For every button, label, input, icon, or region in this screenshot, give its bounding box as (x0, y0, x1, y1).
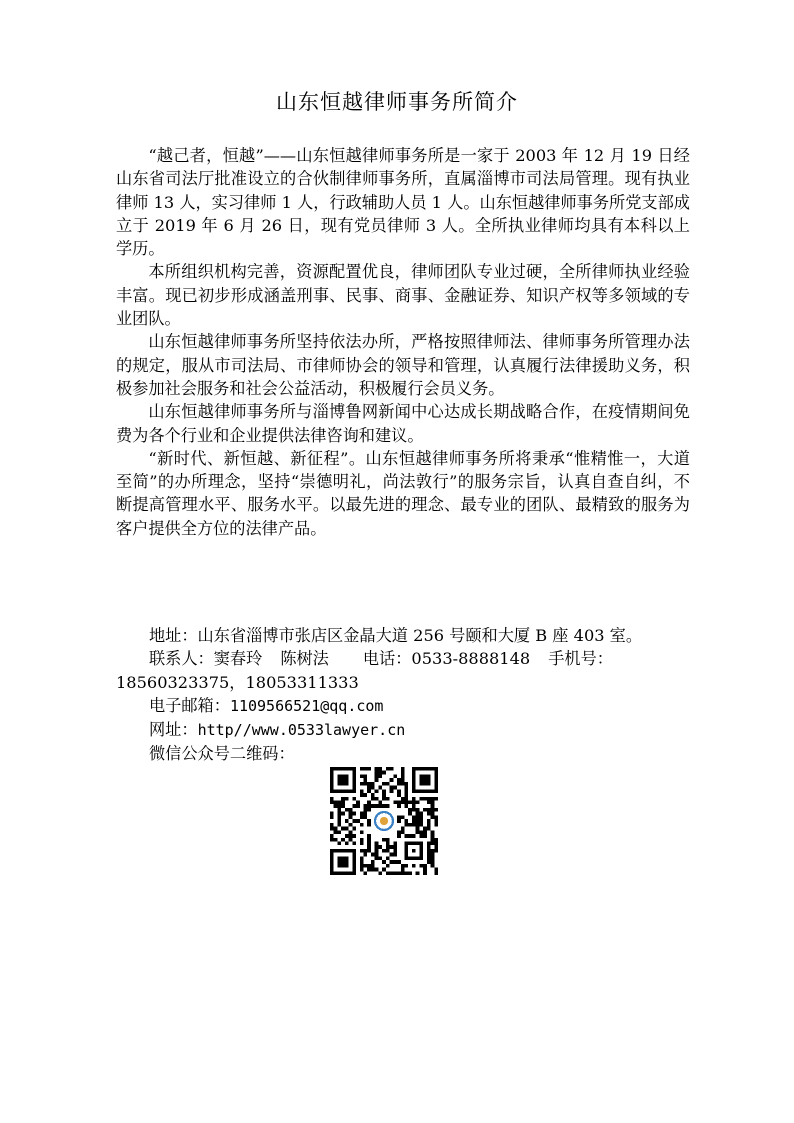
contact-person-label: 联系人：窦春玲 (149, 649, 263, 669)
contacts-line (116, 647, 690, 670)
address-line: 地址：山东省淄博市张店区金晶大道 256 号颐和大厦 B 座 403 室。 (149, 626, 643, 645)
paragraph-intro: “越己者，恒越”——山东恒越律师事务所是一家于 2003 年 12 月 19 日经山东省司法厅批准设立的合伙制律师事务所，直属淄博市司法局管理。现有执业律师 13 人，实习律师 1 人，行政辅助人员 1 人。山东恒越律师事务所党支部成立于 2019 年 6 月 26 日，现有党员律师 3 人。全所执业律师均具有本科以上学历。 (116, 146, 690, 259)
qr-code-icon[interactable] (330, 767, 438, 875)
paragraph-cooperation: 山东恒越律师事务所与淄博鲁网新闻中心达成长期战略合作，在疫情期间免费为各个行业和企业提供法律咨询和建议。 (116, 402, 690, 445)
email-line (116, 694, 690, 718)
paragraph-organization: 本所组织机构完善，资源配置优良，律师团队专业过硬，全所律师执业经验丰富。现已初步形成涵盖刑事、民事、商事、金融证券、知识产权等多领域的专业团队。 (116, 262, 690, 329)
paragraph-compliance: 山东恒越律师事务所坚持依法办所，严格按照律师法、律师事务所管理办法的规定，服从市司法局、市律师协会的领导和管理，认真履行法律援助义务，积极参加社会服务和社会公益活动，积极履行会员义务。 (116, 332, 690, 398)
document-title: 山东恒越律师事务所简介 (276, 90, 518, 114)
email-link[interactable]: 1109566521@qq.com (229, 696, 384, 715)
phone-number: 电话：0533-8888148 (362, 649, 531, 669)
mobile-label: 手机号： (548, 649, 613, 669)
document-body (116, 144, 690, 540)
paragraph-philosophy: “新时代、新恒越、新征程”。山东恒越律师事务所将秉承“惟精惟一，大道至简”的办所理念，坚持“崇德明礼，尚法敦行”的服务宗旨，认真自查自纠，不断提高管理水平、服务水平。以最先进的理念、最专业的团队、最精致的服务为客户提供全方位的法律产品。 (116, 448, 690, 538)
email-label: 电子邮箱： (149, 695, 230, 715)
website-link[interactable]: http//www.0533lawyer.cn (197, 721, 406, 740)
website-line (116, 718, 690, 742)
website-label: 网址： (149, 720, 198, 740)
qr-code-graphic (330, 767, 438, 875)
wechat-label: 微信公众号二维码： (149, 744, 295, 764)
contact-block (116, 624, 690, 766)
mobile-numbers: 18560323375，18053311333 (116, 672, 359, 692)
contact-person-2: 陈树法 (280, 649, 329, 669)
